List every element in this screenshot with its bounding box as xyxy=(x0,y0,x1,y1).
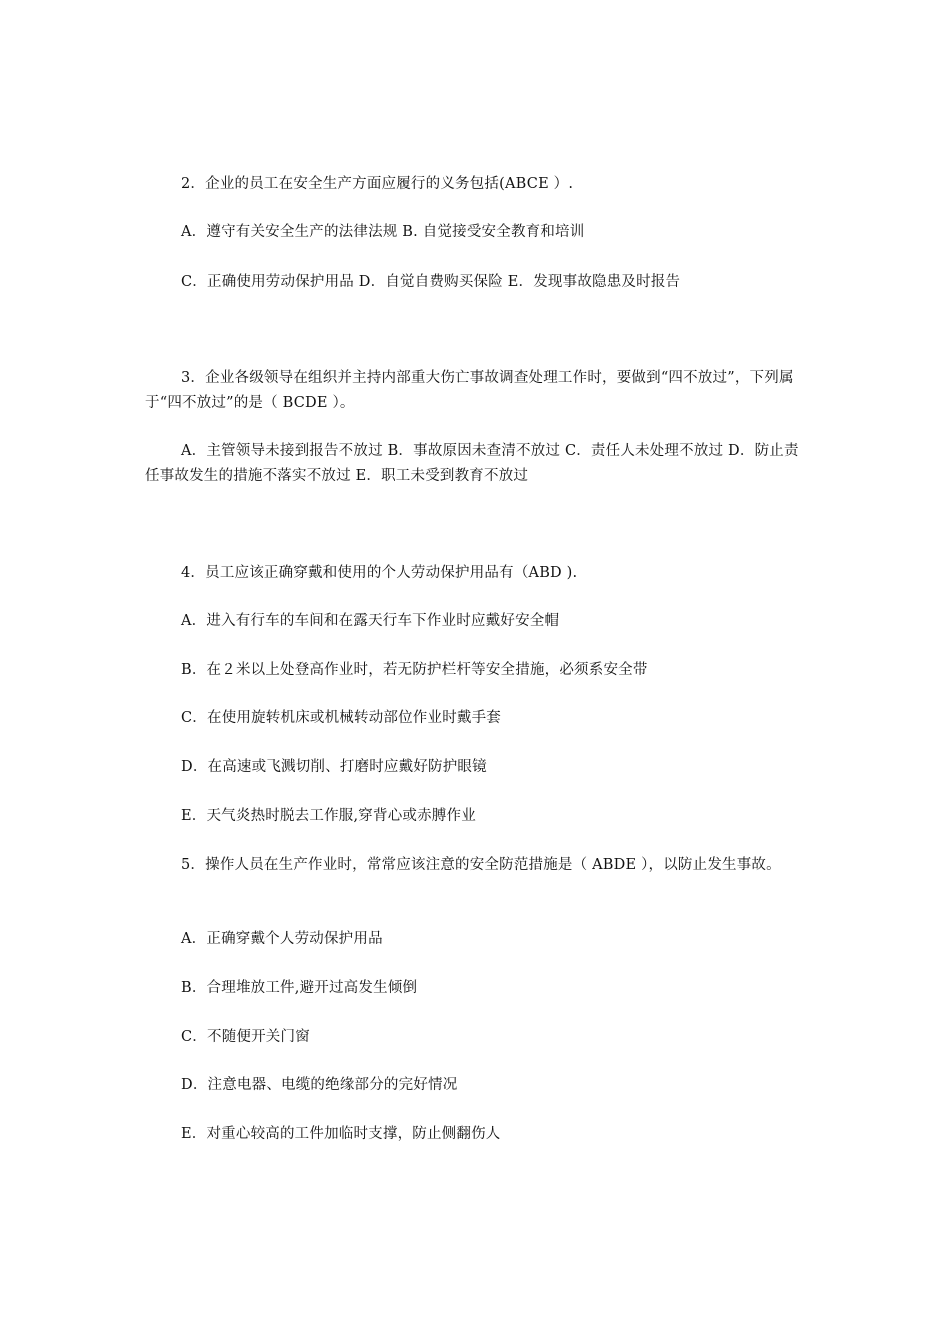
question-5-option-d: D．注意电器、电缆的绝缘部分的完好情况 xyxy=(181,1077,458,1093)
question-4-option-b: B．在２米以上处登高作业时，若无防护栏杆等安全措施，必须系安全带 xyxy=(181,662,648,678)
question-4-option-e: E．天气炎热时脱去工作服,穿背心或赤膊作业 xyxy=(181,808,476,824)
question-4-option-c: C．在使用旋转机床或机械转动部位作业时戴手套 xyxy=(181,710,501,726)
question-4-stem: 4．员工应该正确穿戴和使用的个人劳动保护用品有（ABD ). xyxy=(181,565,578,581)
question-4-option-d: D．在高速或飞溅切削、打磨时应戴好防护眼镜 xyxy=(181,759,487,775)
question-5-option-b: B．合理堆放工件,避开过高发生倾倒 xyxy=(181,980,418,996)
question-2-stem: 2．企业的员工在安全生产方面应履行的义务包括(ABCE ）. xyxy=(181,176,574,192)
question-5-option-a: A．正确穿戴个人劳动保护用品 xyxy=(181,931,383,947)
question-5-option-e: E．对重心较高的工件加临时支撑，防止侧翻伤人 xyxy=(181,1126,501,1142)
question-3-options: A．主管领导未接到报告不放过 B．事故原因未查清不放过 C．责任人未处理不放过 D．防止责任事故发生的措施不落实不放过 E．职工未受到教育不放过 xyxy=(145,443,799,484)
question-5-option-c: C．不随便开关门窗 xyxy=(181,1029,310,1045)
question-3-stem: 3．企业各级领导在组织并主持内部重大伤亡事故调查处理工作时，要做到“四不放过”，下列属于“四不放过”的是（ BCDE ）。 xyxy=(145,370,794,411)
question-2-option-line-1: A．遵守有关安全生产的法律法规 B. 自觉接受安全教育和培训 xyxy=(181,224,585,240)
question-4-option-a: A．进入有行车的车间和在露天行车下作业时应戴好安全帽 xyxy=(181,613,560,629)
question-5-stem: 5．操作人员在生产作业时，常常应该注意的安全防范措施是（ ABDE ），以防止发生事故。 xyxy=(181,857,781,873)
question-2-option-line-2: C．正确使用劳动保护用品 D．自觉自费购买保险 E．发现事故隐患及时报告 xyxy=(181,274,681,290)
